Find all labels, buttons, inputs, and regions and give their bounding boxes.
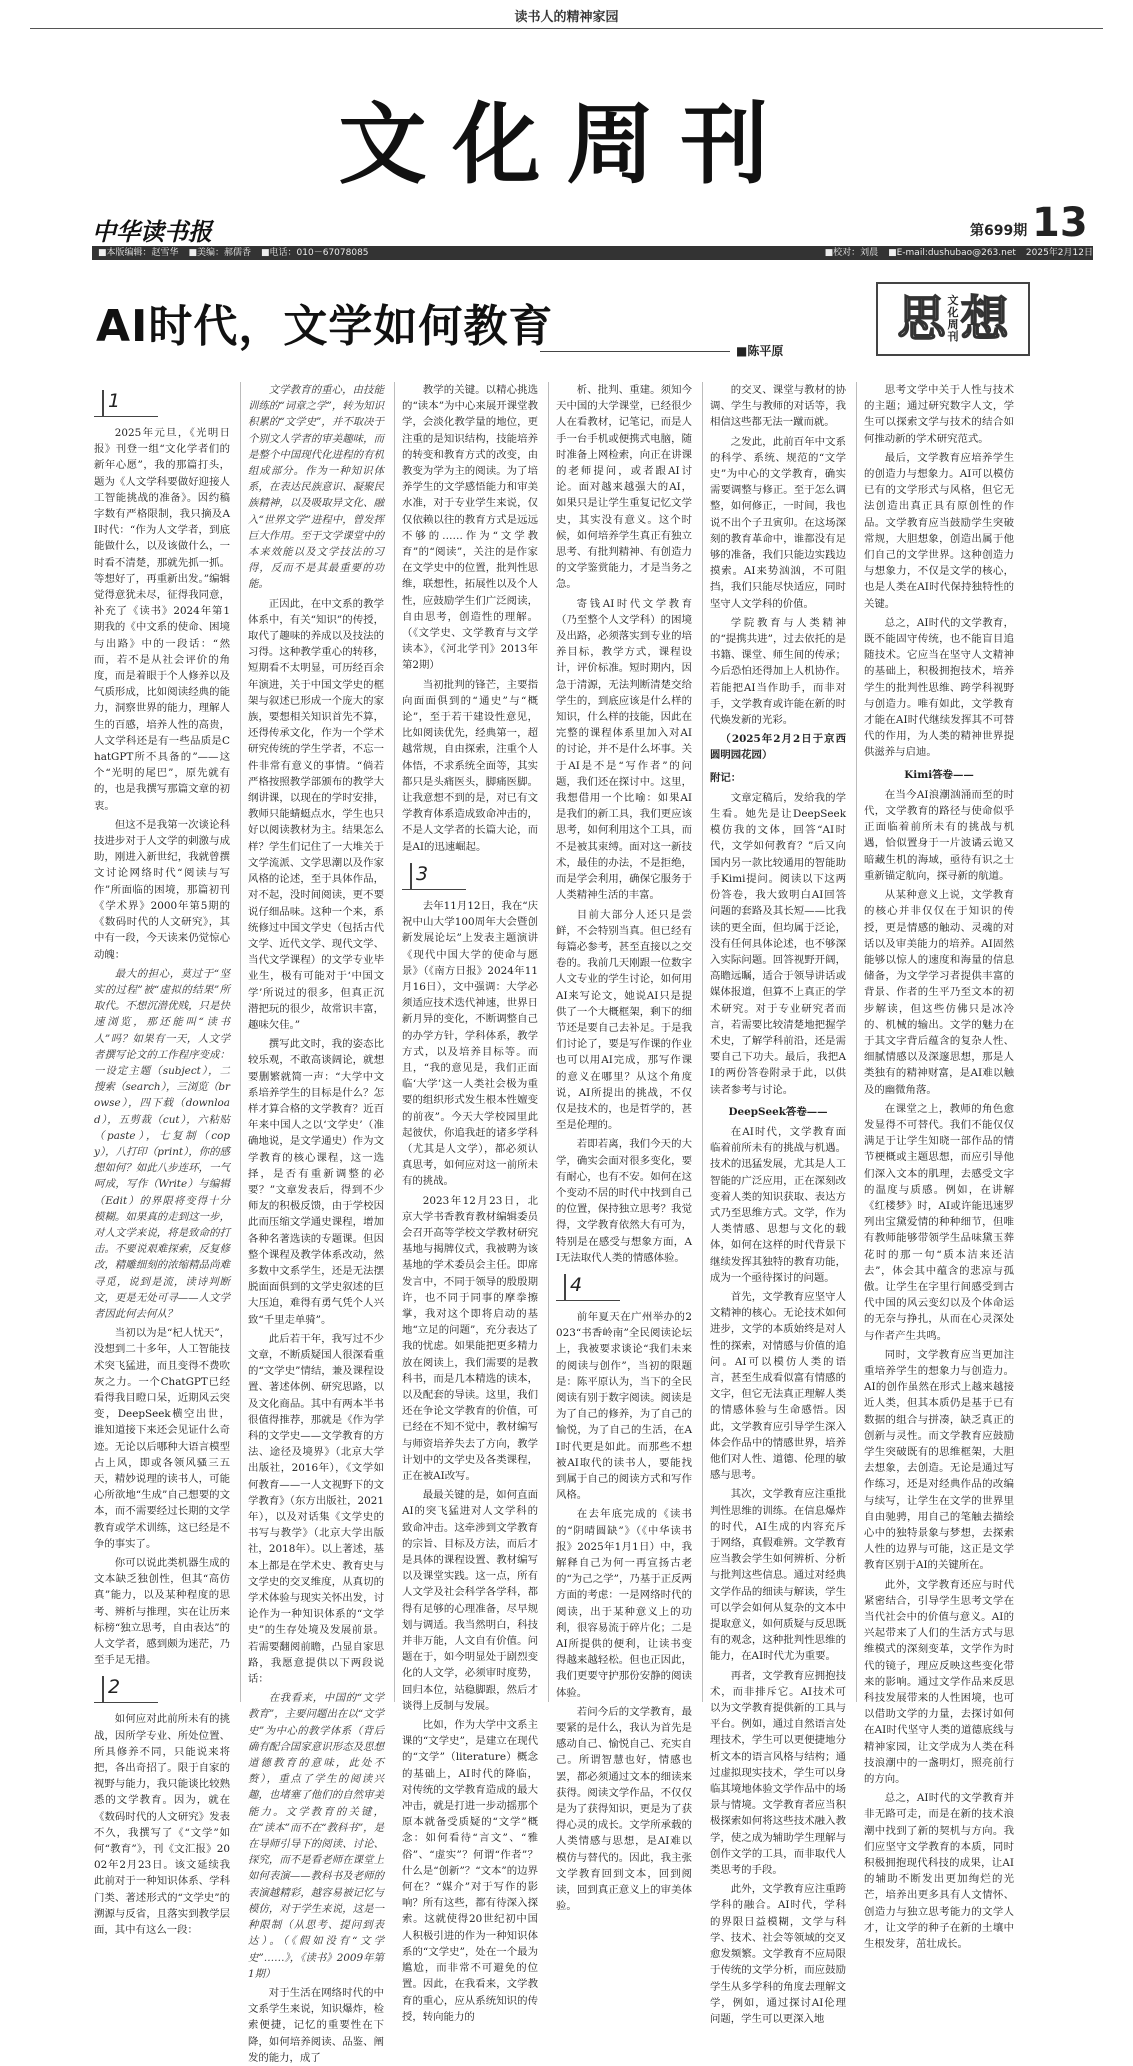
issue-number: 第699期 [970, 223, 1028, 239]
column-logo-small-1: 文 [947, 293, 959, 307]
paragraph: 学院教育与人类精神的“提携共进”，过去依托的是书籍、课堂、师生间的传承；今后恐怕还得加上人机协作。若能把AI当作助手，而非对手，文学教育或许能在新的时代焕发新的光彩。 [710, 616, 846, 727]
article-column-3 [402, 382, 538, 2023]
paragraph: 2023年12月23日，北京大学书香教育教材编辑委员会召开高等学校文学教材研究基地与揭牌仪式，我被聘为该基地的学术委员会主任。即席发言中，不同于领导的殷殷期许，也不同于同事的摩拳擦掌，我对这个即将启动的基地“立足的问题”，充分表达了我的忧虑。如果能把更多精力放在阅读上，我们需要的是教科书，而是几本精选的读本，以及配套的导读。这里，我们还在争论文学教育的价值，可已经在不知不觉中，教材编写与师资培养失去了方向，教学计划中的文学史及各类课程，正在被AI改写。 [402, 1194, 538, 1482]
paragraph: 但这不是我第一次谈论科技进步对于人文学的刺激与成助，刚进入新世纪，我就曾撰文讨论网络时代“阅读与写作”所面临的困境，那篇初刊《学术界》2000年第5期的《数码时代的人文研究》，其中有一段，今天读来仍觉惊心动魄： [94, 818, 230, 961]
article-column-2 [248, 382, 384, 2064]
paragraph: 比如，作为大学中文系主课的“文学史”，是建立在现代的“文学”（literature）概念的基础上，AI时代的降临，对传统的文学教育造成的最大冲击，就是打进一步动摇那个原本就备受质疑的“文学”概念：如何看待“言文”、“雅俗”、“虚实”？何谓“作者”？什么是“创新”？“文本”的边界何在？“媒介”对于写作的影响？所有这些，都有待深入探索。这就使得20世纪初中国人积极引进的作为一种知识体系的“文学史”，处在一个最为尴尬，而非常不可避免的位置。因此，在我看来，文学教育的重心，应从系统知识的传授，转向能力的 [402, 1719, 538, 2023]
paragraph: 再者，文学教育应拥抱技术，而非排斥它。AI技术可以为文学教育提供新的工具与平台。例如，通过自然语言处理技术，学生可以更便捷地分析文本的语言风格与结构；通过虚拟现实技术，学生可以身临其境地体验文学作品中的场景与情境。文学教育者应当积极探索如何将这些技术融入教学，使之成为辅助学生理解与创作文学的工具，而非取代人类思考的手段。 [710, 1669, 846, 1877]
paragraph: 思考文学中关于人性与技术的主题；通过研究数字人文，学生可以探索文学与技术的结合如何推动新的学术研究范式。 [864, 384, 1014, 445]
paragraph: 此外，文学教育应注重跨学科的融合。AI时代，学科的界限日益模糊，文学与科学、技术、社会等领域的交叉愈发频繁。文学教育不应局限于传统的文学分析，而应鼓励学生从多学科的角度去理解文学，例如，通过探讨AI伦理问题，学生可以更深入地 [710, 1883, 846, 2025]
paragraph: 最最关键的是，如何直面AI的突飞猛进对人文学科的致命冲击。这牵涉到文学教育的宗旨、目标及方法，而后才是具体的课程设置、教材编写以及课堂实践。这一点，所有人文学及社会科学各学科，都得有足够的心理准备，尽早规划与调适。我当然明白，科技并非万能，人文自有价值。问题在于，如今明显处于剧烈变化的人文学，必须审时度势，回归本位，站稳脚跟，然后才谈得上反制与发展。 [402, 1489, 538, 1712]
section-number-2: 2 [94, 1676, 158, 1703]
masthead: 文化周刊 [338, 92, 795, 196]
newspaper-logo: 中华读书报 [92, 217, 212, 246]
paragraph: 文章定稿后，发给我的学生看。她先是让DeepSeek模仿我的文体，回答“AI时代，文学如何教育？”后又向国内另一款比较通用的智能助手Kimi提问。阅读以下这两份答卷，我大致明白AI回答问题的套路及其长短——比我读的更全面，但均属于泛论，没有任何具体论述，也不够深入实际问题。回答视野开阔，高瞻远瞩，适合于领导讲话或媒体报道，但算不上真正的学术研究。对于专业研究者而言，若需要比较清楚地把握学术史，了解学科前沿，还是需要自己下功夫。最后，我把AI的两份答卷附录于此，以供读者参考与讨论。 [710, 791, 846, 1096]
paragraph: 之发此，此前百年中文系的科学、系统、规范的“文学史”为中心的文学教育，确实需要调整与修正。至于怎么调整，如何修正，一时间，我也说不出个子丑寅卯。在这场深刻的教育革命中，谁都没有足够的准备，我们只能边实践边摸索。AI来势汹汹，不可阻挡，我们只能尽快适应，同时坚守人文学科的价值。 [710, 435, 846, 610]
slogan: 读书人的精神家园 [514, 10, 619, 25]
section-number-3: 3 [402, 863, 466, 890]
paragraph: 对于生活在网络时代的中文系学生来说，知识爆炸，检索便捷，记忆的重要性在下降，如何培养阅读、品鉴、阐发的能力，成了 [248, 1986, 384, 2064]
headline: AI时代，文学如何教育 [96, 301, 554, 352]
paragraph: 若问今后的文学教育，最要紧的是什么，我认为首先是感动自己、愉悦自己、充实自己。所谓智慧也好，情感也罢，都必须通过文本的细读来获得。阅读文学作品，不仅仅是为了获得知识，更是为了获得心灵的成长。文学所承载的人类情感与思想，是AI难以模仿与替代的。因此，我主张文学教育回到文本，回到阅读，回到真正意义上的审美体验。 [556, 1705, 692, 1913]
proofread-credit: ■校对：刘晨 [824, 248, 879, 258]
page-number: 13 [1032, 200, 1088, 246]
paragraph: 如何应对此前所未有的挑战，因所学专业、所处位置、所具修养不同，只能说来将把，各出奇招了。限于自家的视野与能力，我只能谈比较熟悉的文学教育。因为，就在《数码时代的人文研究》发表不久，我撰写了《“文学”如何“教育”》，刊《文汇报》2002年2月23日。该文延续我此前对于一种知识体系、学科门类、著述形式的“文学史”的溯源与反省，且落实到教学层面，其中有这么一段： [94, 1713, 230, 1937]
phone-credit: ■电话：010－67078085 [261, 248, 369, 258]
section-number-1: 1 [94, 390, 158, 417]
column-divider [702, 382, 703, 1702]
paragraph: 同时，文学教育应当更加注重培养学生的想象力与创造力。AI的创作虽然在形式上越来越接近人类，但其本质仍是基于已有数据的组合与拼凑，缺乏真正的创新与灵性。而文学教育应鼓励学生突破既有的思维框架，大胆去想象，去创造。无论是通过写作练习，还是对经典作品的改编与续写，让学生在文学的世界里自由驰骋，用自己的笔触去描绘心中的独特景象与梦想，去探索人性的边界与可能，这正是文学教育区别于AI的关键所在。 [864, 1348, 1014, 1572]
deepseek-heading: DeepSeek答卷—— [728, 1105, 828, 1118]
paragraph: 此外，文学教育还应与时代紧密结合，引导学生思考文学在当代社会中的价值与意义。AI的兴起带来了人们的生活方式与思维模式的深刻变革，文学作为时代的镜子，理应反映这些变化带来的影响。通过文学作品来反思科技发展带来的人性困境，也可以借助文学的力量，去探讨如何在AI时代坚守人类的道德底线与精神家园，让文学成为人类在科技浪潮中的一盏明灯，照亮前行的方向。 [864, 1578, 1014, 1786]
paragraph: 撰写此文时，我的姿态比较乐观，不敢高谈阔论，就想要删繁就简一声：“大学中文系培养学生的目标是什么？怎样才算合格的文学教育？近百年来中国人之以‘文学史’（准确地说，是文学通史）作为文学教育的核心课程，这一选择，是否有重新调整的必要？”文章发表后，得到不少师友的积极反馈，由于学校因此而压缩文学通史课程，增加各种名著选读的专题课。但因整个课程及教学体系改动，然多数中文系学生，还是无法摆脱面面俱到的文学史叙述的巨大压迫，难得有勇气凭个人兴致“千里走单骑”。 [248, 1038, 384, 1326]
paragraph: 前年夏天在广州举办的2023“书香岭南”全民阅读论坛上，我被要求谈论“我们未来的阅读与创作”，当初的限题是：陈平原认为，当下的全民阅读有别于数字阅读。阅读是为了自己的修养，为了自己的愉悦，为了自己的生活，在AI时代更是如此。而那些不想被AI取代的读书人，要能找到属于自己的阅读方式和写作风格。 [556, 1310, 692, 1502]
designer-credit: ■美编：郝儒香 [188, 248, 252, 258]
info-bar [92, 246, 1093, 260]
paragraph: 教学的关键。以精心挑选的“读本”为中心来展开课堂教学，会淡化教学量的地位，更注重的是知识结构，技能培养的转变和教育方式的改变，由教变为学为主的阅读。为了培养学生的文学感悟能力和审美水准，对于专业学生来说，仅仅依赖以往的教育方式是远远不够的……作为“文学教育”的“阅读”，关注的是作家在文学史中的位置，批判性思维，联想性，拓展性以及个人性，应鼓励学生们广泛阅读，自由思考，创造性的理解。（《文学史、文学教育与文学读本》，《河北学刊》2013年第2期） [402, 384, 538, 672]
paragraph: 在课堂之上，教师的角色愈发显得不可替代。我们不能仅仅满足于让学生知晓一部作品的情节梗概或主题思想，而应引导他们深入文本的肌理，去感受文字的温度与质感。例如，在讲解《红楼梦》时，AI或许能迅速罗列出宝黛爱情的种种细节，但唯有教师能够带领学生品味黛玉葬花时的那一句“质本洁来还洁去”，体会其中蕴含的悲凉与孤傲。让学生在字里行间感受到古代中国的风云变幻以及个体命运的无奈与挣扎，从而在心灵深处与作者产生共鸣。 [864, 1102, 1014, 1342]
editor-credit: ■本版编辑：赵雪华 [98, 248, 179, 258]
column-logo-char-2: 想 [960, 291, 1009, 347]
paragraph: 的交叉、课堂与教材的协调、学生与教师的对话等，我相信这些都无法一蹴而就。 [710, 384, 846, 429]
block-quote: 文学教育的重心，由技能训练的“词章之学”，转为知识积累的“文学史”，并不取决于个别文人学者的审美趣味，而是整个中国现代化进程的有机组成部分。作为一种知识体系，在表达民族意识、凝聚民族精神，以及吸取异文化、融入“世界文学”进程中，曾发挥巨大作用。至于文学课堂中的本来效能以及文学技法的习得，反而不是其最重要的功能。 [248, 384, 384, 591]
paragraph: 此后若干年，我写过不少文章，不断质疑国人很深看重的“文学史”情结，兼及课程设置、著述体例、研究思路，以及文化商品。其中有两本半书很值得推荐，那就是《作为学科的文学史——文学教育的方法、途径及境界》（北京大学出版社，2016年），《文学如何教育——一人文视野下的文学教育》（东方出版社，2021年），以及对话集《文学史的书写与教学》（北京大学出版社，2018年）。以上著述，基本上都是在学术史、教育史与文学史的交叉维度，从真切的学术体验与现实关怀出发，讨论作为一种知识体系的“文学史”的生存处境及发展前景。若需要翻阅前瞻，凸显自家思路，我愿意提供以下两段说话： [248, 1332, 384, 1686]
section-number-4: 4 [556, 1274, 620, 1301]
email-credit: ■E-mail:dushubao@263.net [888, 248, 1016, 258]
kimi-heading: Kimi答卷—— [904, 768, 974, 781]
paragraph: 析、批判、重建。须知今天中国的大学课堂，已经很少人在看教材，记笔记，而是人手一台手机或便携式电脑，随时准备上网检索，向正在讲课的老师提问，或者跟AI讨论。面对越来越强大的AI，如果只是让学生重复记忆文学史，其实没有意义。这个时候，如何培养学生真正有独立思考、有批判精神、有创造力的文学鉴赏能力，才是当务之急。 [556, 384, 692, 591]
paragraph: 若即若离，我们今天的大学，确实会面对很多变化，要有耐心，也有不安。如何在这个变动不居的时代中找到自己的位置，保持独立思考？我觉得，文学教育依然大有可为，特别是在感受与想象方面，AI无法取代人类的情感体验。 [556, 1138, 692, 1264]
column-logo [876, 282, 1030, 356]
paragraph: 其次，文学教育应注重批判性思维的训练。在信息爆炸的时代，AI生成的内容充斥于网络，真假难辨。文学教育应当教会学生如何辨析、分析与批判这些信息。通过对经典文学作品的细读与解读，学生可以学会如何从复杂的文本中提取意义，如何质疑与反思既有的观念，这种批判性思维的能力，在AI时代尤为重要。 [710, 1488, 846, 1663]
paragraph: 最后，文学教育应培养学生的创造力与想象力。AI可以模仿已有的文学形式与风格，但它无法创造出真正具有原创性的作品。文学教育应当鼓励学生突破常规，大胆想象，创造出属于他们自己的文学世界。这种创造力与想象力，不仅是文学的核心，也是人类在AI时代保持独特性的关键。 [864, 451, 1014, 610]
author: ■陈平原 [736, 344, 784, 358]
article-column-4 [556, 382, 692, 1913]
column-logo-small [948, 295, 959, 343]
author-rule [540, 351, 730, 352]
article-column-5 [710, 382, 846, 2025]
column-divider [394, 382, 395, 1702]
column-logo-small-4: 刊 [947, 330, 959, 344]
block-quote: 在我看来，中国的“文学教育”，主要问题出在以“文学史”为中心的教学体系（背后确有配合国家意识形态及思想道德教育的意味，此处不赘），重点了学生的阅读兴趣，也堵塞了他们的自然审美能力。文学教育的关键，在“读本”而不在“教科书”，是在导师引导下的阅读、讨论、探究，而不是看老师在课堂上如何表演——教科书及老师的表演越精彩，越容易被记忆与模仿，对于学生来说，这是一种限制（从思考、提问到表达）。（《假如没有“文学史”……》，《读书》2009年第1期） [248, 1692, 384, 1980]
paragraph: 在AI时代，文学教育面临着前所未有的挑战与机遇。技术的迅猛发展，尤其是人工智能的广泛应用，正在深刻改变着人类的知识获取、表达方式乃至思维方式。文学，作为人类情感、思想与文化的载体，如何在这样的时代背景下继续发挥其独特的教育功能，成为一个亟待探讨的问题。 [710, 1125, 846, 1284]
paragraph: 总之，AI时代的文学教育并非无路可走，而是在新的技术浪潮中找到了新的契机与方向。我们应坚守文学教育的本质，同时积极拥抱现代科技的成果，让AI的辅助不断发出更加绚烂的光芒，培养出更多具有人文情怀、创造力与独立思考能力的文学人才，让文学的种子在新的土壤中生根发芽，茁壮成长。 [864, 1792, 1014, 1951]
paragraph: 你可以说此类机器生成的文本缺乏独创性，但其“高仿真”能力，以及某种程度的思考、辨析与推理，实在让历来标榜“独立思考，自由表达”的人文学者，感到颇为迷茫，乃至手足无措。 [94, 1557, 230, 1667]
paragraph: 在当今AI浪潮汹涌而至的时代，文学教育的路径与使命似乎正面临着前所未有的挑战与机遇，恰似置身于一片波谲云诡又暗藏生机的海域，亟待有识之士重新锚定航向，探寻新的航道。 [864, 788, 1014, 882]
paragraph: 寄钱AI时代文学教育（乃至整个人文学科）的困境及出路，必须落实到专业的培养目标，教学方式，课程设计，评价标准。短时期内，因急于清源，无法判断清楚交给学生的，到底应该是什么样的知识，什么样的技能，因此在完整的课程体系里加入对AI的讨论，并不是什么坏事。关于AI是不是“写作者”的问题，我们还在探讨中。这里，我想借用一个比喻：如果AI是我们的新工具，我们更应该思考，如何利用这个工具，而不是被其束缚。面对这一新技术，最佳的办法，不是拒绝，而是学会利用，确保它服务于人类精神生活的丰富。 [556, 597, 692, 902]
column-logo-small-3: 周 [947, 318, 959, 331]
column-divider [548, 382, 549, 1702]
paragraph: 当初批判的锋芒，主要指向面面俱到的“通史”与“概论”，至于若干建设性意见，比如阅读优先，经典第一，超越常规，自由探索，注重个人体悟，不求系统全面等，其实都只是头痛医头，脚痛医脚。让我意想不到的是，对已有文学教育体系造成致命冲击的，不是人文学者的长篇大论，而是AI的迅速崛起。 [402, 678, 538, 853]
paragraph: 首先，文学教育应坚守人文精神的核心。无论技术如何进步，文学的本质始终是对人性的探索，对情感与价值的追问。AI可以模仿人类的语言，甚至生成看似富有情感的文字，但它无法真正理解人类的情感体验与生命感悟。因此，文学教育应引导学生深入体会作品中的情感世界，培养他们对人性、道德、伦理的敏感与思考。 [710, 1290, 846, 1482]
paragraph: 总之，AI时代的文学教育，既不能固守传统，也不能盲目追随技术。它应当在坚守人文精神的基础上，积极拥抱技术，培养学生的批判性思维、跨学科视野与创造力。唯有如此，文学教育才能在AI时代继续发挥其不可替代的作用，为人类的精神世界提供滋养与启迪。 [864, 616, 1014, 759]
column-divider [856, 382, 857, 1702]
column-logo-char-1: 思 [897, 291, 946, 347]
postscript-heading: 附记： [710, 771, 742, 784]
dateline: （2025年2月2日于京西圆明园花园） [710, 733, 846, 762]
issue-date: 2025年2月12日 [1025, 248, 1093, 258]
paragraph: 在去年底完成的《读书的“阴晴圆缺”》（《中华读书报》2025年1月1日）中，我解释自己为何一再宣扬古老的“为己之学”，乃基于正反两方面的考虑：一是网络时代的阅读，出于某种意义上的功利，很容易流于碎片化；二是AI所提供的便利，让读书变得越来越轻松。但也正因此，我们更要守护那份安静的阅读体验。 [556, 1508, 692, 1699]
paragraph: 目前大部分人还只是尝鲜，不会特别当真。但已经有每篇必参考，甚至直接以之交卷的。我前几天刚跟一位数字人文专业的学生讨论，如何用AI来写论文，她说AI只是提供了一个大概框架，剩下的细节还是要自己去补足。于是我们讨论了，要是写作课的作业也可以用AI完成，那写作课的意义在哪里？从这个角度说，AI所提出的挑战，不仅仅是技术的，也是哲学的，甚至是伦理的。 [556, 908, 692, 1132]
paragraph: 2025年元旦，《光明日报》刊登一组“文化学者们的新年心愿”，我的那篇打头，题为《人文学科要做好迎接人工智能挑战的准备》。因约稿字数有严格限制，我只摘及AI时代：“作为人文学者，到底能做什么，以及该做什么，一时看不清楚，那就先抓一抓。等想好了，再重新出发。”编辑觉得意犹未尽，征得我同意，补充了《读书》2024年第1期我的《中文系的使命、困境与出路》中的一段话：“然而，若不是从社会评价的角度，而是着眼于个人修养以及气质形成，比如阅读经典的能力，洞察世界的能力，理解人生的百感，培养人性的高贵，人文学科还是有一些品质是ChatGPT所不具备的”——这个“光明的尾巴”，原先就有的，也是我撰写那篇文章的初衷。 [94, 427, 230, 812]
paragraph: 从某种意义上说，文学教育的核心并非仅仅在于知识的传授，更是情感的触动、灵魂的对话以及审美能力的培养。AI固然能够以惊人的速度和海量的信息储备，为文学学习者提供丰富的背景、作者的生平乃至文本的初步解读，但这些仿佛只是冰冷的、机械的输出。文学的魅力在于其文字背后蕴含的复杂人性、细腻情感以及深邃思想，那是人类独有的精神财富，是AI难以触及的幽微角落。 [864, 889, 1014, 1096]
block-quote: 最大的担心，莫过于“坚实的过程”被“虚拟的结果”所取代。不想沉潜优贱，只是快速浏览，那还能叫“读书人”吗？如果有一天，人文学者撰写论文的工作程序变成：一设定主题（subject），二搜索（search），三浏览（browse），四下载（download），五剪裁（cut），六粘贴（paste），七复制（copy），八打印（print），你的感想如何？如此八步连环，一气呵成，写作（Write）与编辑（Edit）的界限将变得十分模糊。如果真的走到这一步，对人文学来说，将是致命的打击。不要说艰难探索，反复修改，精雕细刻的浓缩精品尚难寻觅，说到是流，读诗判断文，更是无处可寻——人文学者因此何去何从？ [94, 967, 230, 1320]
article-column-6 [864, 382, 1014, 1951]
article-column-1 [94, 382, 230, 1937]
paragraph: 去年11月12日，我在“庆祝中山大学100周年大会暨创新发展论坛”上发表主题演讲《现代中国大学的使命与愿景》（《南方日报》2024年11月16日），文中强调：大学必须适应技术迭代神速，世界日新月异的变化，不断调整自己的办学方针，学科体系，教学方式，以及培养目标等。而且，“我的意见是，我们正面临‘大学’这一人类社会极为重要的组织形式发生根本性嬗变的前夜”。今天大学校园里此起彼伏，你追我赶的诸多学科（尤其是人文学），都必须认真思考，如何应对这一前所未有的挑战。 [402, 899, 538, 1188]
column-logo-small-2: 化 [947, 305, 959, 319]
column-divider [240, 382, 241, 1702]
paragraph: 正因此，在中文系的教学体系中，有关“知识”的传授，取代了趣味的养成以及技法的习得。这种教学重心的转移，短期看不太明显，可历经百余年演进，关于中国文学史的框架与叙述已形成一个庞大的家族，要想相关知识首先不算，还得传承文化，作为一个学术研究传统的学生学者，不忘一件非常有意义的事情。“倘若严格按照教学部颁布的教学大纲讲课，以现在的学时安排，教师只能蜻蜓点水，学生也只好以阅读教材为主。结果怎么样？学生们记住了一大堆关于文学流派、文学思潮以及作家风格的论述，至于具体作品，对不起，没时间阅读，更不要说仔细品味。这种一个来，系统修过中国文学史（包括古代文学、近代文学、现代文学、当代文学课程）的文学专业毕业生，极有可能对于‘中国文学’所说过的很多，但真正沉潜把玩的很少，故常识丰富，趣味欠佳。” [248, 597, 384, 1031]
slogan-rule [30, 28, 1103, 29]
paragraph: 当初以为是“杞人忧天”，没想到二十多年，人工智能技术突飞猛进，而且变得不费吹灰之力。一个ChatGPT已经看得我目瞪口呆，近期风云突变，DeepSeek横空出世，谁知道接下来还会见证什么奇迹。无论以后哪种大语言模型占上风，即或各领风骚三五天，精妙说理的读书人，可能心所欲地“生成”自己想要的文本，而不需要经过长期的文学教育或学术训练，这已经是不争的事实了。 [94, 1327, 230, 1550]
